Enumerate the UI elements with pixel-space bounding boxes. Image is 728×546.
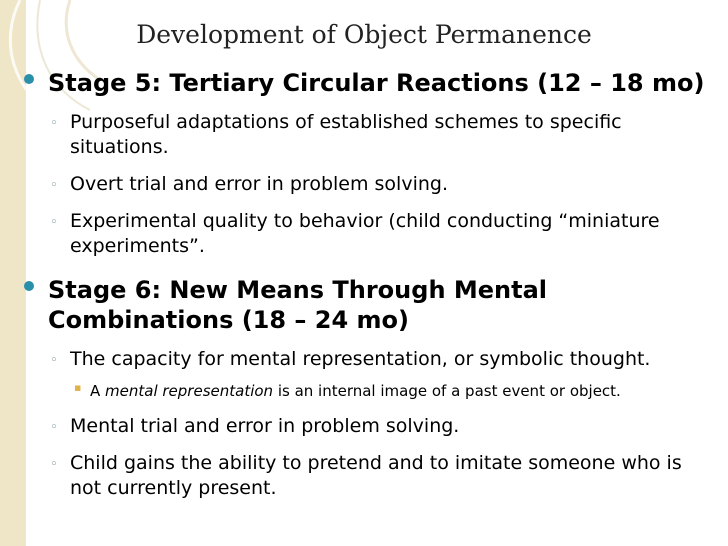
stage-5-heading: Stage 5: Tertiary Circular Reactions (12 – 18 mo) [48,69,705,97]
list-item [30,110,710,160]
circle-bullet-icon: ◦ [50,215,58,230]
circle-bullet-icon: ◦ [50,420,58,435]
square-bullet-icon: ▪ [74,381,82,394]
stage-5-heading-item [30,68,710,98]
subpoint-prefix: A [90,382,106,400]
list-item [30,209,710,259]
list-item [30,347,710,372]
slide-body [30,68,710,513]
circle-bullet-icon: ◦ [50,178,58,193]
stage-6-point-2: Mental trial and error in problem solving. [70,415,460,437]
circle-bullet-icon: ◦ [50,457,58,472]
stage-6-point-1: The capacity for mental representation, or symbolic thought. [70,348,651,370]
stage-6-subpoint [90,380,710,402]
stage-6-heading: Stage 6: New Means Through Mental Combinations (18 – 24 mo) [48,276,548,334]
subpoint-term: mental representation [105,382,274,400]
subpoint-suffix: is an internal image of a past event or object. [273,382,621,400]
list-item [30,172,710,197]
slide-title: Development of Object Permanence [136,20,592,49]
stage-5-point-3: Experimental quality to behavior (child conducting “miniature experiments”. [70,210,660,257]
list-item [30,380,710,402]
circle-bullet-icon: ◦ [50,353,58,368]
bullet-icon [24,74,34,84]
list-item [30,414,710,439]
bullet-icon [24,281,34,291]
list-item [30,451,710,501]
stage-5-point-2: Overt trial and error in problem solving. [70,173,448,195]
circle-bullet-icon: ◦ [50,116,58,131]
stage-5-point-1: Purposeful adaptations of established schemes to specific situations. [70,111,622,158]
stage-6-heading-item [30,275,710,335]
stage-6-point-3: Child gains the ability to pretend and to imitate someone who is not currently present. [70,452,682,499]
